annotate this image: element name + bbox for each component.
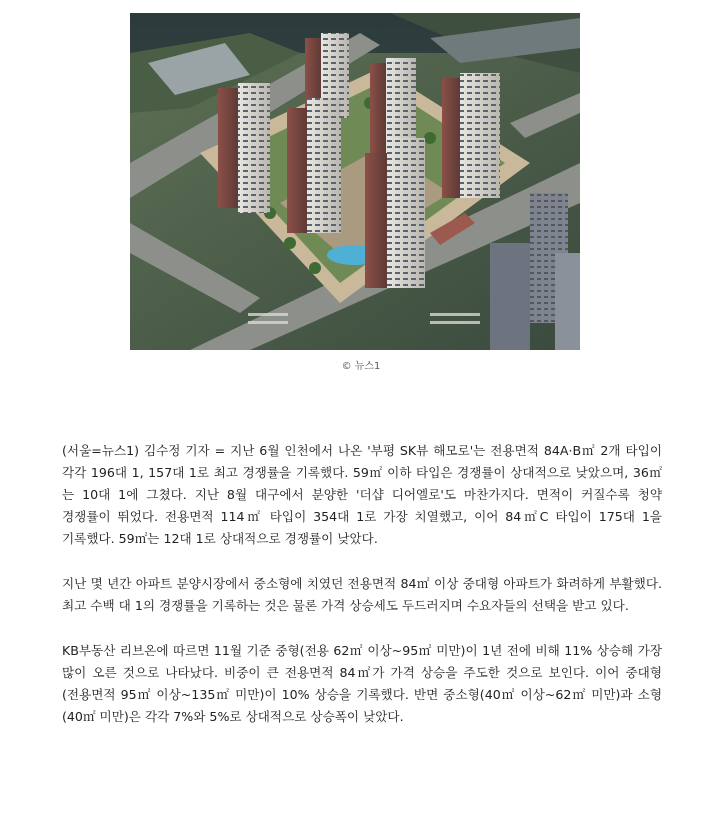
article-paragraph: KB부동산 리브온에 따르면 11월 기준 중형(전용 62㎡ 이상~95㎡ 미만)이 1년 전에 비해 11% 상승해 가장 많이 오른 것으로 나타났다. 비중이 큰 전용면적 84㎡가 가격 상승을 주도한 것으로 보인다. 이어 중대형(전용면적 95㎡ 이상~135㎡ 미만)이 10% 상승을 기록했다. 반면 중소형(40㎡ 이상~62㎡ 미만)과 소형(40㎡ 미만)은 각각 7%와 5%로 상대적으로 상승폭이 낮았다. [62,643,662,724]
article-body [62,440,662,751]
photo-caption: © 뉴스1 [341,361,381,372]
apartment-complex-rendering [130,13,580,350]
article-paragraph: (서울=뉴스1) 김수정 기자 = 지난 6월 인천에서 나온 '부평 SK뷰 해모로'는 전용면적 84A·B㎡ 2개 타입이 각각 196대 1, 157대 1로 최고 경쟁률을 기록했다. 59㎡ 이하 타입은 경쟁률이 상대적으로 낮았으며, 36㎡는 10대 1에 그쳤다. 지난 8월 대구에서 분양한 '더샵 디어엘로'도 마찬가지다. 면적이 커질수록 청약 경쟁률이 뛰었다. 전용면적 114㎡ 타입이 354대 1로 가장 치열했고, 이어 84㎡C 타입이 175대 1을 기록했다. 59㎡는 12대 1로 상대적으로 경쟁률이 낮았다. [62,443,662,546]
article-photo [130,13,580,350]
article-paragraph: 지난 몇 년간 아파트 분양시장에서 중소형에 치였던 전용면적 84㎡ 이상 중대형 아파트가 화려하게 부활했다. 최고 수백 대 1의 경쟁률을 기록하는 것은 물론 가격 상승세도 두드러지며 수요자들의 선택을 받고 있다. [62,576,662,613]
